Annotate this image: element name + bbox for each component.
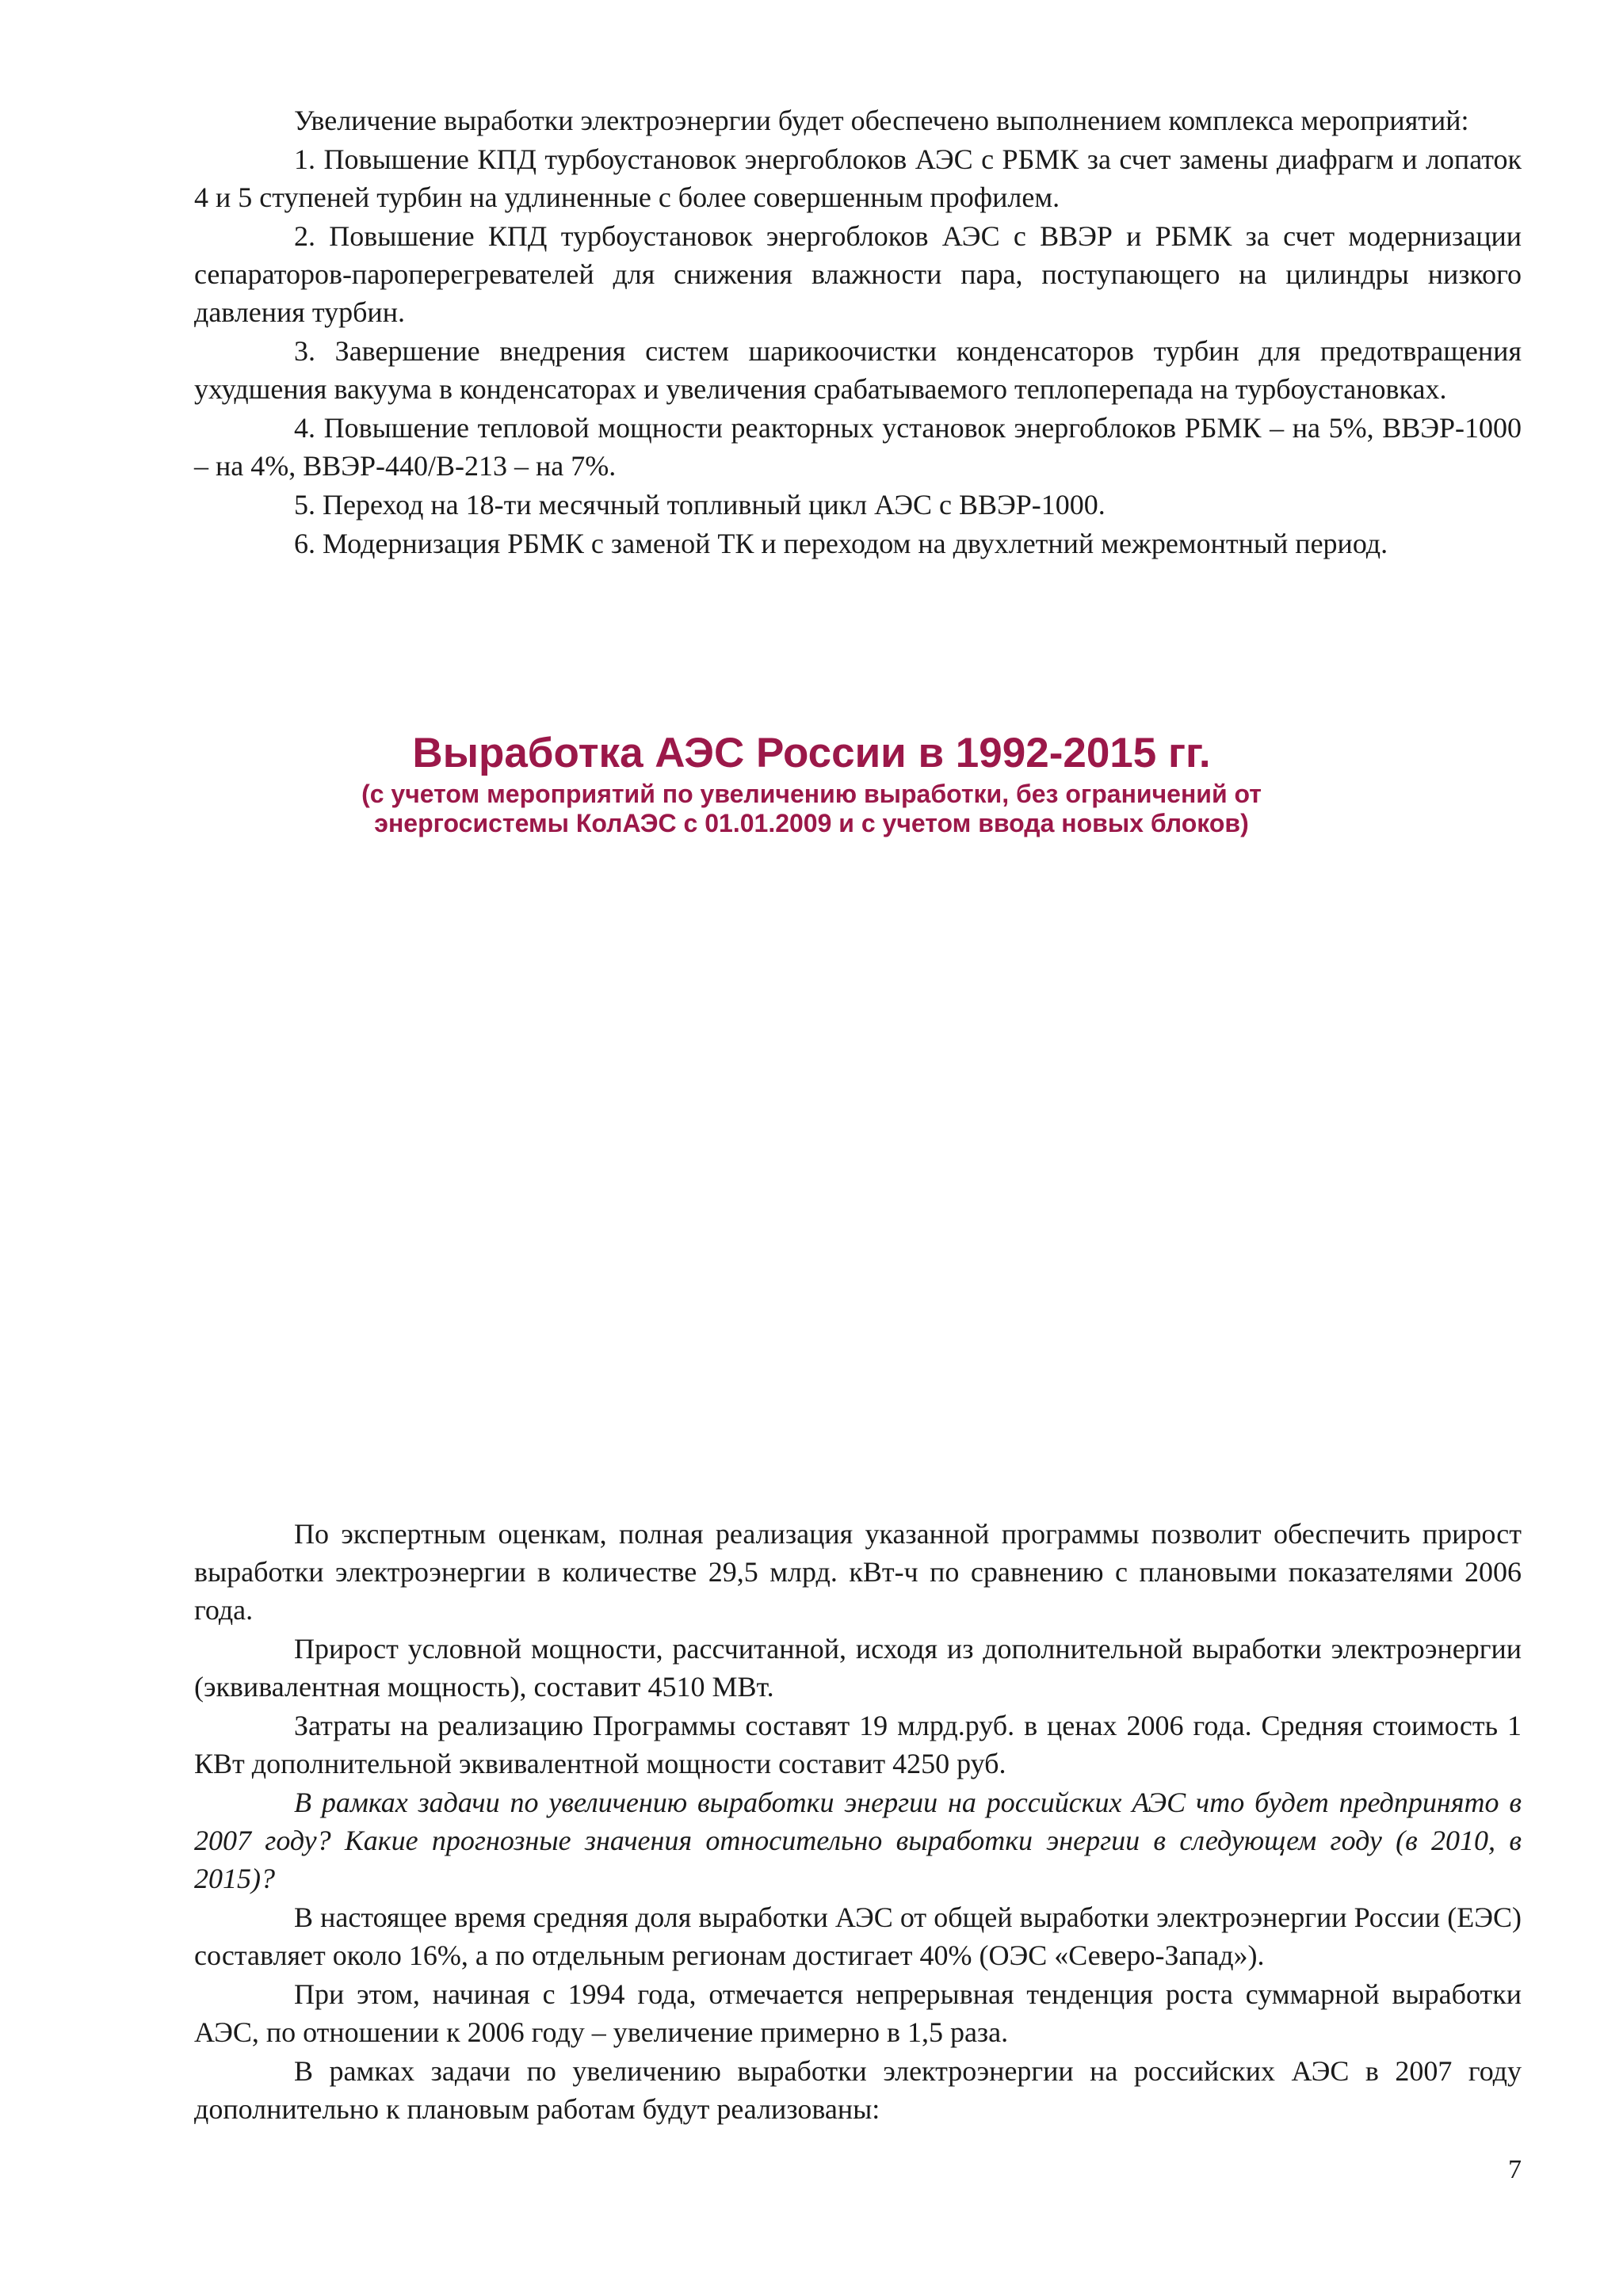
paragraph-item-5: 5. Переход на 18-ти месячный топливный цикл АЭС с ВВЭР-1000. [294, 489, 1106, 521]
paragraph-2007-plans: В рамках задачи по увеличению выработки электроэнергии на российских АЭС в 2007 году дополнительно к плановым работам будут реализованы: [194, 2055, 1522, 2125]
paragraph-item-6: 6. Модернизация РБМК с заменой ТК и переходом на двухлетний межремонтный период. [294, 528, 1388, 559]
paragraph-item-3: 3. Завершение внедрения систем шарикоочистки конденсаторов турбин для предотвращения ухудшения вакуума в конденсаторах и увеличения срабатываемого теплоперепада на турбоустановках. [194, 335, 1522, 405]
paragraph-capacity-gain: Прирост условной мощности, рассчитанной, исходя из дополнительной выработки электроэнергии (эквивалентная мощность), составит 4510 МВт. [194, 1633, 1522, 1703]
paragraph-trend: При этом, начиная с 1994 года, отмечается непрерывная тенденция роста суммарной выработки АЭС, по отношении к 2006 году – увеличение примерно в 1,5 раза. [194, 1978, 1522, 2048]
chart-subtitle: (с учетом мероприятий по увеличению выработки, без ограничений от энергосистемы КолАЭС с 01.01.2009 и с учетом ввода новых блоков) [361, 780, 1262, 837]
chart-placeholder [194, 871, 1522, 1489]
paragraph-expert-estimate: По экспертным оценкам, полная реализация указанной программы позволит обеспечить прирост выработки электроэнергии в количестве 29,5 млрд. кВт-ч по сравнению с плановыми показателями 2006 года. [194, 1518, 1522, 1626]
paragraph-costs: Затраты на реализацию Программы составят 19 млрд.руб. в ценах 2006 года. Средняя стоимость 1 КВт дополнительной эквивалентной мощности составит 4250 руб. [194, 1710, 1522, 1779]
paragraph-intro: Увеличение выработки электроэнергии будет обеспечено выполнением комплекса мероприятий: [294, 105, 1469, 136]
paragraph-question: В рамках задачи по увеличению выработки энергии на российских АЭС что будет предпринято в 2007 году? Какие прогнозные значения относительно выработки энергии в следующем году (в 2010, в 2015)? [194, 1787, 1522, 1894]
top-text-block [194, 101, 1522, 563]
bottom-text-block [194, 1515, 1522, 2129]
paragraph-item-1: 1. Повышение КПД турбоустановок энергоблоков АЭС с РБМК за счет замены диафрагм и лопаток 4 и 5 ступеней турбин на удлиненные с более совершенным профилем. [194, 143, 1522, 213]
paragraph-item-4: 4. Повышение тепловой мощности реакторных установок энергоблоков РБМК – на 5%, ВВЭР-1000 – на 4%, ВВЭР-440/В-213 – на 7%. [194, 412, 1522, 482]
page-number: 7 [1508, 2155, 1522, 2184]
chart-title: Выработка АЭС России в 1992-2015 гг. [412, 730, 1211, 776]
paragraph-item-2: 2. Повышение КПД турбоустановок энергоблоков АЭС с ВВЭР и РБМК за счет модернизации сепараторов-пароперегревателей для снижения влажности пара, поступающего на цилиндры низкого давления турбин. [194, 220, 1522, 328]
paragraph-share: В настоящее время средняя доля выработки АЭС от общей выработки электроэнергии России (ЕЭС) составляет около 16%, а по отдельным регионам достигает 40% (ОЭС «Северо-Запад»). [194, 1901, 1522, 1971]
chart-heading [0, 729, 1623, 838]
